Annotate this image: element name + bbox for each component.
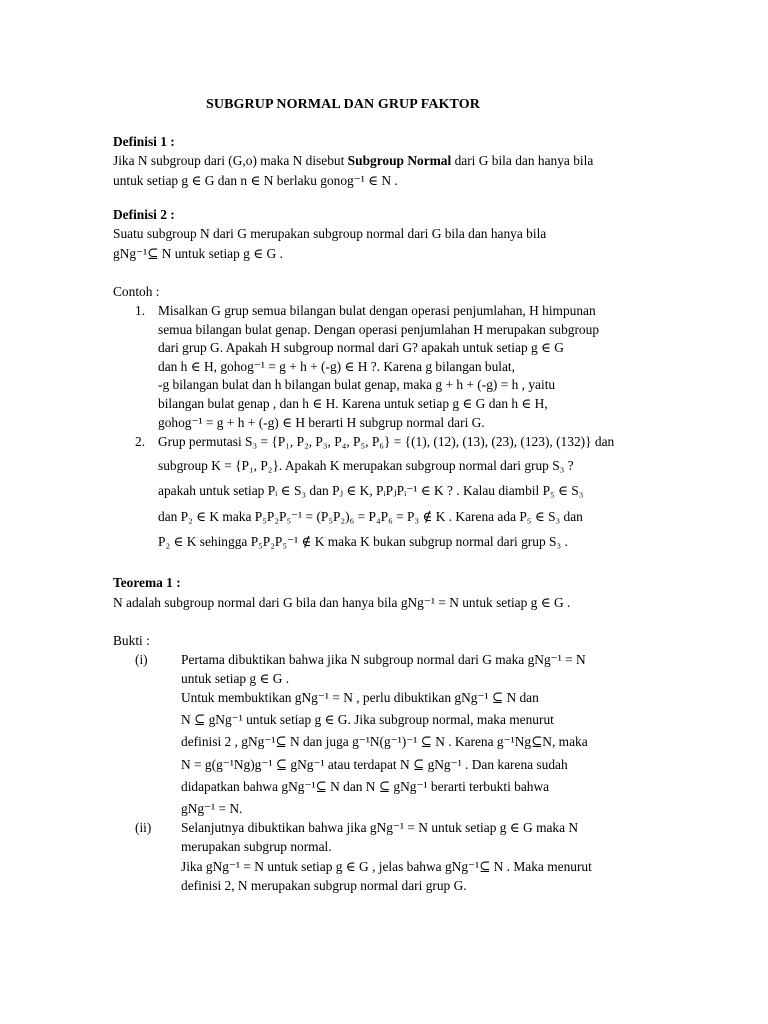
proof-part-1-line: untuk setiap g ∈ G . [181, 671, 290, 686]
example-1-line: semua bilangan bulat genap. Dengan operasi penjumlahan H merupakan subgroup [158, 322, 600, 337]
definition-1-text-a: Jika N subgroup dari (G,o) maka N disebut [113, 153, 348, 168]
definition-1-term: Subgroup Normal [347, 153, 452, 168]
example-1-line: -g bilangan bulat dan h bilangan bulat genap, maka g + h + (-g) = h , yaitu [158, 377, 556, 392]
proof-part-1-line: Pertama dibuktikan bahwa jika N subgroup normal dari G maka gNg⁻¹ = N [181, 652, 586, 667]
definition-1-line-1 [113, 151, 593, 170]
proof-part-1-line: definisi 2 , gNg⁻¹⊆ N dan juga g⁻¹N(g⁻¹)⁻¹ ⊆ N . Karena g⁻¹Ng⊆N, maka [181, 734, 588, 749]
definition-1-text-b: dari G bila dan hanya bila [451, 153, 594, 168]
example-heading: Contoh : [113, 284, 160, 299]
proof-part-1-number: (i) [135, 652, 148, 667]
definition-1-heading: Definisi 1 : [113, 134, 175, 149]
proof-part-1-line: gNg⁻¹ = N. [181, 801, 243, 816]
example-2-line: Grup permutasi S₃ = {P₁, P₂, P₃, P₄, P₅, P₆} = {(1), (12), (13), (23), (123), (132)} dan [158, 434, 615, 449]
example-1-line: Misalkan G grup semua bilangan bulat dengan operasi penjumlahan, H himpunan [158, 303, 596, 318]
example-2-number: 2. [135, 434, 146, 449]
example-1-line: dari grup G. Apakah H subgroup normal dari G? apakah untuk setiap g ∈ G [158, 340, 564, 355]
proof-part-2-line: definisi 2, N merupakan subgrup normal dari grup G. [181, 878, 467, 893]
proof-part-1-line: Untuk membuktikan gNg⁻¹ = N , perlu dibuktikan gNg⁻¹ ⊆ N dan [181, 690, 539, 705]
proof-part-1-line: N ⊆ gNg⁻¹ untuk setiap g ∈ G. Jika subgroup normal, maka menurut [181, 712, 554, 727]
proof-part-1-line: didapatkan bahwa gNg⁻¹⊆ N dan N ⊆ gNg⁻¹ berarti terbukti bahwa [181, 779, 550, 794]
example-2-line: dan P₂ ∈ K maka P₅P₂P₅⁻¹ = (P₅P₂)₆ = P₄P₆ = P₃ ∉ K . Karena ada P₅ ∈ S₃ dan [158, 509, 583, 524]
definition-2-heading: Definisi 2 : [113, 207, 175, 222]
example-1-line: gohog⁻¹ = g + h + (-g) ∈ H berarti H subgrup normal dari G. [158, 415, 485, 430]
proof-part-2-line: Selanjutnya dibuktikan bahwa jika gNg⁻¹ = N untuk setiap g ∈ G maka N [181, 820, 579, 835]
proof-part-2-number: (ii) [135, 820, 152, 835]
example-2-line: apakah untuk setiap Pᵢ ∈ S₃ dan Pⱼ ∈ K, PᵢPⱼPᵢ⁻¹ ∈ K ? . Kalau diambil P₅ ∈ S₃ [158, 483, 584, 498]
theorem-1-statement: N adalah subgroup normal dari G bila dan hanya bila gNg⁻¹ = N untuk setiap g ∈ G . [113, 595, 571, 610]
proof-part-2-line: Jika gNg⁻¹ = N untuk setiap g ∈ G , jelas bahwa gNg⁻¹⊆ N . Maka menurut [181, 859, 592, 874]
example-1-line: dan h ∈ H, gohog⁻¹ = g + h + (-g) ∈ H ?. Karena g bilangan bulat, [158, 359, 516, 374]
example-1-line: bilangan bulat genap , dan h ∈ H. Karena untuk setiap g ∈ G dan h ∈ H, [158, 396, 548, 411]
theorem-1-heading: Teorema 1 : [113, 575, 181, 590]
definition-1-line-2: untuk setiap g ∈ G dan n ∈ N berlaku gonog⁻¹ ∈ N . [113, 173, 398, 188]
example-1-number: 1. [135, 303, 146, 318]
page-title: SUBGRUP NORMAL DAN GRUP FAKTOR [206, 97, 480, 112]
example-2-line: P₂ ∈ K sehingga P₅P₂P₅⁻¹ ∉ K maka K bukan subgrup normal dari grup S₃ . [158, 534, 568, 549]
definition-2-line-2: gNg⁻¹⊆ N untuk setiap g ∈ G . [113, 246, 283, 261]
proof-part-2-line: merupakan subgrup normal. [181, 839, 332, 854]
proof-heading: Bukti : [113, 633, 150, 648]
example-2-line: subgroup K = {P₁, P₂}. Apakah K merupakan subgroup normal dari grup S₃ ? [158, 458, 574, 473]
proof-part-1-line: N = g(g⁻¹Ng)g⁻¹ ⊆ gNg⁻¹ atau terdapat N ⊆ gNg⁻¹ . Dan karena sudah [181, 757, 568, 772]
definition-2-line-1: Suatu subgroup N dari G merupakan subgroup normal dari G bila dan hanya bila [113, 226, 547, 241]
